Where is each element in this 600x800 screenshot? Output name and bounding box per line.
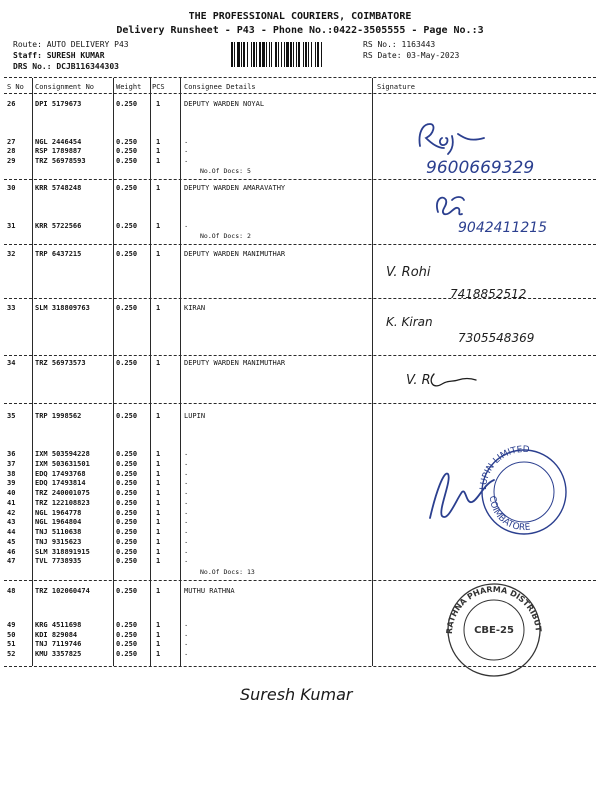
consignee-name: LUPIN	[184, 412, 206, 420]
dot-marker: .	[184, 156, 189, 164]
signature-phone: 9600669329	[426, 158, 535, 178]
pcs-value: 1	[156, 557, 161, 566]
consignment-number: TNJ 7119746	[35, 640, 82, 648]
consignment-number: KMU 3357825	[35, 649, 82, 658]
pcs-value: 1	[156, 459, 161, 468]
barcode-bar	[298, 42, 300, 67]
pcs-value: 1	[156, 479, 161, 488]
weight-value: 0.250	[116, 621, 138, 629]
weight-value: 0.250	[116, 557, 138, 566]
consignment-number: RSP 1789887	[35, 147, 82, 155]
weight-value: 0.250	[116, 250, 138, 258]
serial-number: 51	[7, 640, 16, 648]
pcs-value: 1	[156, 640, 161, 648]
dot-marker: .	[184, 478, 189, 487]
column-divider	[180, 78, 181, 666]
divider-line	[4, 93, 596, 94]
rs-date: RS Date: 03-May-2023	[363, 51, 460, 60]
divider-line	[4, 355, 596, 356]
consignment-number: SLM 318891915	[35, 547, 90, 556]
serial-number: 38	[7, 469, 16, 478]
weight-value: 0.250	[116, 537, 138, 546]
consignment-number: TRP 1998562	[35, 412, 82, 420]
barcode-bar	[234, 42, 235, 67]
barcode-bar	[241, 42, 242, 67]
divider-line	[4, 298, 596, 299]
consignment-number: TRZ 56978593	[35, 157, 86, 165]
weight-value: 0.250	[116, 222, 138, 230]
consignment-number: TRZ 240001075	[35, 489, 90, 497]
barcode-bar	[305, 42, 307, 67]
consignment-number: NGL 1964778	[35, 508, 82, 517]
col-header-consignment: Consignment No	[35, 83, 95, 91]
serial-number: 44	[7, 528, 16, 536]
pcs-value: 1	[156, 138, 161, 146]
pcs-value: 1	[156, 412, 161, 420]
pcs-value: 1	[156, 250, 161, 258]
pcs-value: 1	[156, 359, 161, 367]
pcs-value: 1	[156, 547, 161, 556]
serial-number: 36	[7, 450, 16, 458]
consignee-name: DEPUTY WARDEN NOYAL	[184, 100, 265, 108]
serial-number: 30	[7, 184, 16, 192]
serial-number: 47	[7, 557, 16, 566]
serial-number: 29	[7, 157, 16, 165]
serial-number: 27	[7, 138, 16, 146]
pcs-value: 1	[156, 587, 161, 595]
barcode-bar	[293, 42, 294, 67]
serial-number: 42	[7, 508, 16, 517]
consignee-name: DEPUTY WARDEN MANIMUTHAR	[184, 250, 286, 258]
serial-number: 35	[7, 412, 16, 420]
consignment-number: IXM 503631501	[35, 459, 90, 468]
staff-signature-text: Suresh Kumar	[240, 685, 353, 704]
barcode-bar	[266, 42, 267, 67]
pcs-value: 1	[156, 157, 161, 165]
serial-number: 33	[7, 304, 16, 312]
barcode-bar	[275, 42, 277, 67]
dot-marker: .	[184, 527, 189, 535]
dot-marker: .	[184, 488, 189, 496]
pcs-value: 1	[156, 184, 161, 192]
consignee-name: DEPUTY WARDEN MANIMUTHAR	[184, 359, 286, 367]
barcode-bar	[290, 42, 292, 67]
handwritten-signature	[378, 258, 568, 303]
stamp-center-text: CBE-25	[474, 625, 514, 636]
consignment-number: TVL 7738935	[35, 557, 82, 566]
consignment-number: EDQ 17493814	[35, 479, 86, 488]
dot-marker: .	[184, 507, 189, 516]
barcode-bar	[296, 42, 297, 67]
pcs-value: 1	[156, 630, 161, 639]
barcode-bar	[317, 42, 319, 67]
divider-line	[4, 403, 596, 404]
consignment-number: DPI 5179673	[35, 100, 82, 108]
dot-marker: .	[184, 468, 189, 477]
serial-number: 32	[7, 250, 16, 258]
dot-marker: .	[184, 497, 189, 506]
weight-value: 0.250	[116, 489, 138, 497]
stamp-text: LUPIN LIMITED	[478, 444, 530, 491]
divider-line	[4, 244, 596, 245]
barcode-bar	[311, 42, 312, 67]
consignment-number: TNJ 5110638	[35, 528, 82, 536]
barcode-bar	[281, 42, 282, 67]
barcode-bar	[243, 42, 245, 67]
drs-number: DRS No.: DCJB116344303	[13, 62, 119, 71]
consignment-number: EDQ 17493768	[35, 469, 86, 478]
col-header-consignee: Consignee Details	[184, 83, 256, 91]
pcs-value: 1	[156, 147, 161, 155]
consignment-number: TRP 6437215	[35, 250, 82, 258]
barcode-bar	[256, 42, 257, 67]
runsheet-title: Delivery Runsheet - P43 - Phone No.:0422-3505555 - Page No.:3	[116, 25, 484, 36]
pcs-value: 1	[156, 649, 161, 658]
company-name: THE PROFESSIONAL COURIERS, COIMBATORE	[188, 11, 412, 22]
serial-number: 28	[7, 147, 16, 155]
dot-marker: .	[184, 556, 189, 565]
svg-text:COIMBATORE	[487, 495, 531, 533]
barcode-bar	[259, 42, 261, 67]
serial-number: 37	[7, 459, 16, 468]
barcode-bar	[278, 42, 279, 67]
serial-number: 52	[7, 649, 16, 658]
serial-number: 49	[7, 621, 16, 629]
signature-name: K. Kiran	[386, 315, 433, 329]
docs-count: No.Of Docs: 2	[200, 232, 251, 240]
pcs-value: 1	[156, 508, 161, 517]
serial-number: 50	[7, 630, 16, 639]
stamp-text: RATHNA PHARMA DISTRIBUTORS	[426, 571, 543, 635]
divider-line	[4, 77, 596, 78]
barcode-bar	[315, 42, 316, 67]
weight-value: 0.250	[116, 359, 138, 367]
consignment-number: TNJ 9315623	[35, 537, 82, 546]
weight-value: 0.250	[116, 528, 138, 536]
dot-marker: .	[184, 137, 189, 145]
consignment-number: NGL 1964804	[35, 518, 82, 527]
divider-line	[4, 179, 596, 180]
barcode-bar	[286, 42, 289, 67]
consignment-number: TRZ 56973573	[35, 359, 86, 367]
barcode-bar	[269, 42, 270, 67]
rs-number: RS No.: 1163443	[363, 40, 436, 49]
col-header-weight: Weight	[116, 83, 142, 91]
weight-value: 0.250	[116, 508, 138, 517]
serial-number: 46	[7, 547, 16, 556]
serial-number: 43	[7, 518, 16, 527]
docs-count: No.Of Docs: 5	[200, 167, 251, 175]
dot-marker: .	[184, 629, 189, 638]
weight-value: 0.250	[116, 450, 138, 458]
barcode-bar	[251, 42, 252, 67]
consignee-name: KIRAN	[184, 304, 206, 312]
pcs-value: 1	[156, 304, 161, 312]
col-header-sno: S No	[7, 83, 24, 91]
consignment-number: KDI 829084	[35, 630, 78, 639]
weight-value: 0.250	[116, 587, 138, 595]
lupin-stamp	[408, 440, 578, 540]
docs-count: No.Of Docs: 13	[200, 568, 255, 576]
serial-number: 39	[7, 479, 16, 488]
weight-value: 0.250	[116, 469, 138, 478]
rathna-pharma-stamp	[426, 571, 560, 678]
weight-value: 0.250	[116, 138, 138, 146]
pcs-value: 1	[156, 222, 161, 230]
serial-number: 48	[7, 587, 16, 595]
consignment-number: KRG 4511698	[35, 621, 82, 629]
signature-name: V. Rohi	[386, 265, 431, 280]
barcode-image	[230, 42, 356, 67]
dot-marker: .	[184, 648, 189, 657]
weight-value: 0.250	[116, 630, 138, 639]
stamp-text: COIMBATORE	[486, 495, 531, 534]
weight-value: 0.250	[116, 304, 138, 312]
consignment-number: KRR 5748248	[35, 184, 82, 192]
consignee-name: MUTHU RATHNA	[184, 587, 235, 595]
consignee-name: DEPUTY WARDEN AMARAVATHY	[184, 184, 286, 192]
weight-value: 0.250	[116, 184, 138, 192]
signature-name: V. R	[406, 373, 431, 388]
dot-marker: .	[184, 458, 189, 467]
dot-marker: .	[184, 146, 189, 154]
consignment-number: SLM 318809763	[35, 304, 90, 312]
consignment-number: TRZ 122108823	[35, 498, 90, 507]
pcs-value: 1	[156, 498, 161, 507]
weight-value: 0.250	[116, 147, 138, 155]
barcode-bar	[262, 42, 265, 67]
pcs-value: 1	[156, 100, 161, 108]
barcode-bar	[237, 42, 240, 67]
barcode-bar	[284, 42, 285, 67]
svg-text:LUPIN LIMITED	[479, 445, 530, 490]
barcode-bar	[231, 42, 233, 67]
route-label: Route: AUTO DELIVERY P43	[13, 40, 129, 49]
weight-value: 0.250	[116, 100, 138, 108]
weight-value: 0.250	[116, 649, 138, 658]
pcs-value: 1	[156, 528, 161, 536]
dot-marker: .	[184, 620, 189, 628]
weight-value: 0.250	[116, 412, 138, 420]
serial-number: 26	[7, 100, 16, 108]
pcs-value: 1	[156, 621, 161, 629]
serial-number: 45	[7, 537, 16, 546]
dot-marker: .	[184, 536, 189, 545]
serial-number: 31	[7, 222, 16, 230]
weight-value: 0.250	[116, 157, 138, 165]
handwritten-signature	[378, 310, 578, 350]
dot-marker: .	[184, 449, 189, 457]
barcode-bar	[271, 42, 272, 67]
dot-marker: .	[184, 639, 189, 647]
pcs-value: 1	[156, 489, 161, 497]
pcs-value: 1	[156, 537, 161, 546]
barcode-bar	[247, 42, 248, 67]
consignment-number: NGL 2446454	[35, 138, 82, 146]
barcode-bar	[308, 42, 309, 67]
column-divider	[150, 78, 151, 666]
barcode-bar	[321, 42, 322, 67]
weight-value: 0.250	[116, 518, 138, 527]
divider-line	[4, 666, 596, 667]
serial-number: 40	[7, 489, 16, 497]
signature-phone: 9042411215	[458, 220, 548, 236]
consignment-number: KRR 5722566	[35, 222, 82, 230]
weight-value: 0.250	[116, 479, 138, 488]
col-header-pcs: PCS	[152, 83, 165, 91]
pcs-value: 1	[156, 469, 161, 478]
pcs-value: 1	[156, 450, 161, 458]
weight-value: 0.250	[116, 498, 138, 507]
serial-number: 41	[7, 498, 16, 507]
dot-marker: .	[184, 221, 189, 229]
barcode-bar	[253, 42, 255, 67]
serial-number: 34	[7, 359, 16, 367]
weight-value: 0.250	[116, 459, 138, 468]
column-divider	[113, 78, 114, 666]
dot-marker: .	[184, 546, 189, 555]
staff-signature	[236, 676, 386, 712]
barcode-bar	[303, 42, 304, 67]
pcs-value: 1	[156, 518, 161, 527]
weight-value: 0.250	[116, 640, 138, 648]
weight-value: 0.250	[116, 547, 138, 556]
staff-label: Staff: SURESH KUMAR	[13, 51, 105, 60]
dot-marker: .	[184, 517, 189, 526]
col-header-signature: Signature	[377, 83, 415, 91]
signature-phone: 7305548369	[458, 331, 535, 345]
handwritten-signature	[372, 368, 492, 398]
consignment-number: TRZ 102060474	[35, 587, 90, 595]
handwritten-signature	[428, 190, 568, 240]
consignment-number: IXM 503594228	[35, 450, 90, 458]
handwritten-signature	[408, 118, 568, 178]
column-divider	[32, 78, 33, 666]
signature-phone: 7418852512	[450, 287, 527, 301]
